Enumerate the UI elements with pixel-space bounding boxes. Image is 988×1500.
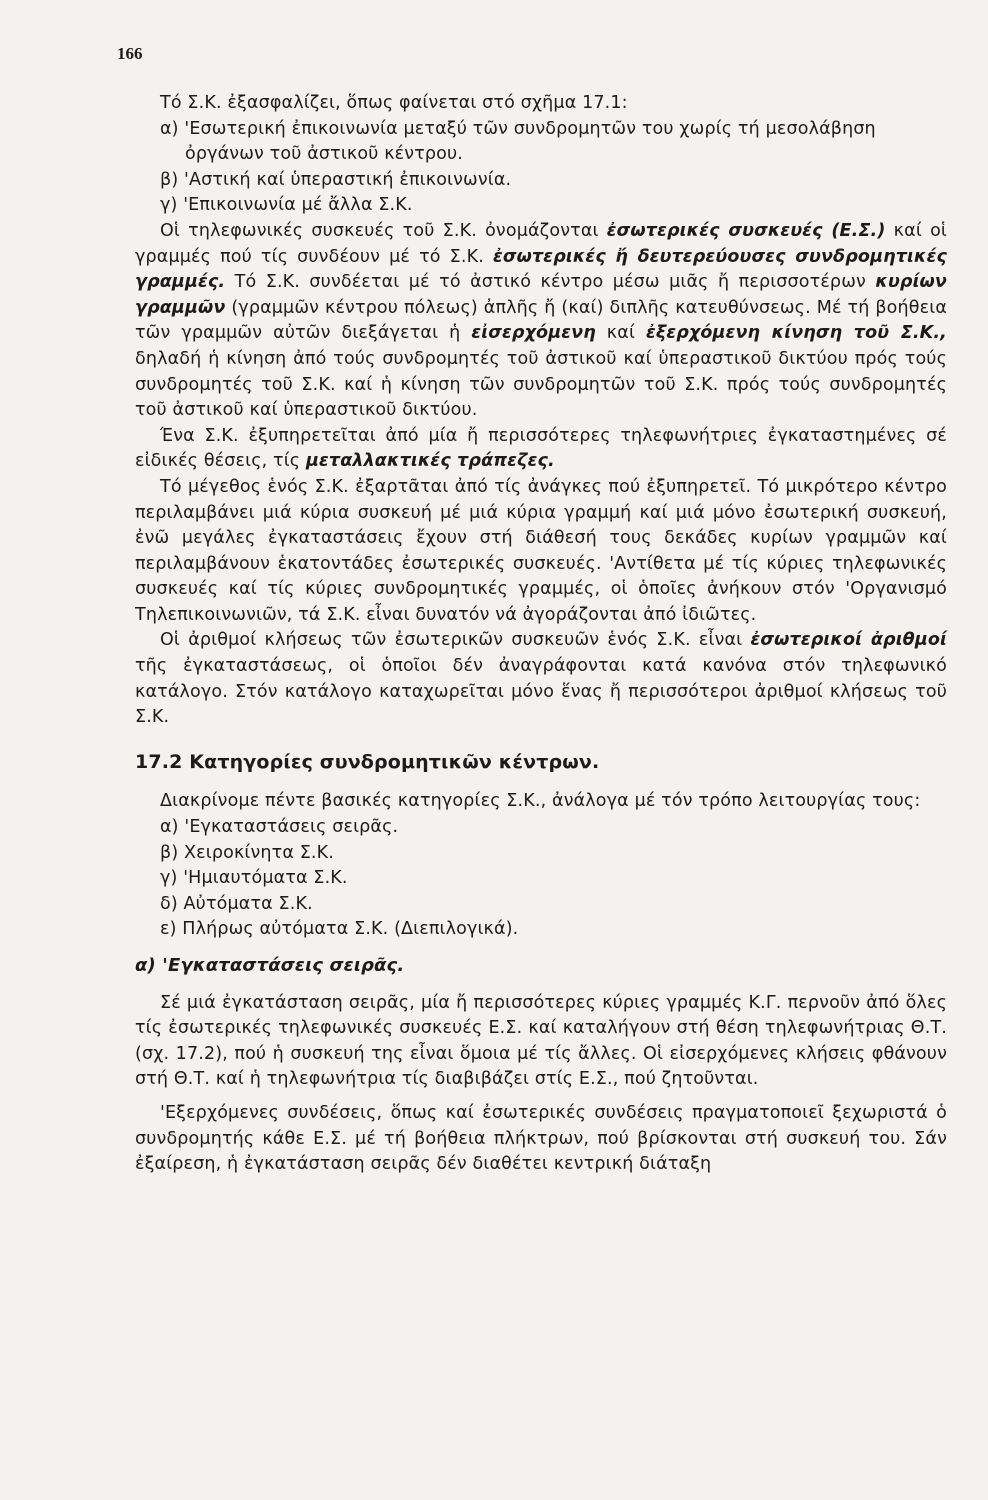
category-item-d: δ) Αὐτόματα Σ.Κ. bbox=[160, 893, 313, 914]
list-item-a-continued: ὀργάνων τοῦ ἀστικοῦ κέντρου. bbox=[185, 144, 463, 165]
list-item-c: γ) 'Επικοινωνία μέ ἄλλα Σ.Κ. bbox=[160, 195, 413, 216]
body-text bbox=[135, 91, 947, 1178]
list-item-a: α) 'Εσωτερική ἐπικοινωνία μεταξύ τῶν συνδρομητῶν του χωρίς τή μεσολάβηση bbox=[160, 118, 876, 139]
paragraph-size: Τό μέγεθος ἑνός Σ.Κ. ἐξαρτᾶται ἀπό τίς ἀνάγκες πού ἐξυπηρετεῖ. Τό μικρότερο κέντρο περιλαμβάνει μιά κύρια συσκευή μέ μιά κύρια γραμμή καί μιά μόνο ἐσωτερική συσκευή, ἐνῶ μεγάλες ἐγκαταστάσεις ἔχουν στή διάθεσή τους δεκάδες κυρίων γραμμῶν καί περιλαμβάνουν ἑκατοντάδες ἐσωτερικές συσκευές. 'Αντίθετα μέ τίς κύριες τηλεφωνικές συσκευές καί τίς κύριες συνδρομητικές γραμμές, οἱ ὁποῖες ἀνήκουν στόν 'Οργανισμό Τηλεπικοινωνιῶν, τά Σ.Κ. εἶναι δυνατόν νά ἀγοράζονται ἀπό ἰδιῶτες. bbox=[135, 476, 947, 625]
term-main-lines: κυρίων γραμμῶν bbox=[135, 272, 947, 318]
term-internal-devices: ἐσωτερικές συσκευές (Ε.Σ.) bbox=[606, 220, 886, 241]
category-item-b: β) Χειροκίνητα Σ.Κ. bbox=[160, 842, 334, 863]
category-item-a: α) 'Εγκαταστάσεις σειρᾶς. bbox=[160, 817, 399, 838]
category-item-c: γ) 'Ημιαυτόματα Σ.Κ. bbox=[160, 868, 348, 889]
intro-text: Τό Σ.Κ. ἐξασφαλίζει, ὅπως φαίνεται στό σχῆμα 17.1: bbox=[160, 93, 628, 113]
paragraph-internal-devices: Οἱ τηλεφωνικές συσκευές τοῦ Σ.Κ. ὀνομάζονται ἐσωτερικές συσκευές (Ε.Σ.) καί οἱ γραμμές πού τίς συνδέουν μέ τό Σ.Κ. ἐσωτερικές ἤ δευτερεύουσες συνδρομητικές γραμμές. Τό Σ.Κ. συνδέεται μέ τό ἀστικό κέντρο μέσω μιᾶς ἤ περισσοτέρων κυρίων γραμμῶν (γραμμῶν κέντρου πόλεως) ἀπλῆς ἤ (καί) διπλῆς κατευθύνσεως. Μέ τή βοήθεια τῶν γραμμῶν αὐτῶν διεξάγεται ἡ εἰσερχόμενη καί ἐξερχόμενη κίνηση τοῦ Σ.Κ., δηλαδή ἡ κίνηση ἀπό τούς συνδρομητές τοῦ ἀστικοῦ καί ὑπεραστικοῦ δικτύου πρός τούς συνδρομητές τοῦ Σ.Κ. καί ἡ κίνηση τῶν συνδρομητῶν τοῦ Σ.Κ. πρός τούς συνδρομητές τοῦ ἀστικοῦ καί ὑπεραστικοῦ δικτύου. bbox=[135, 220, 948, 421]
paragraph-gap bbox=[135, 1093, 947, 1101]
paragraph-numbers: Οἱ ἀριθμοί κλήσεως τῶν ἐσωτερικῶν συσκευῶν ἑνός Σ.Κ. εἶναι ἐσωτερικοί ἀριθμοί τῆς ἐγκαταστάσεως, οἱ ὁποῖοι δέν ἀναγράφονται κατά κανόνα στόν τηλεφωνικό κατάλογο. Στόν κατάλογο καταχωρεῖται μόνο ἕνας ἤ περισσότεροι ἀριθμοί κλήσεως τοῦ Σ.Κ. bbox=[135, 630, 947, 728]
paragraph-outgoing-connections: 'Εξερχόμενες συνδέσεις, ὅπως καί ἐσωτερικές συνδέσεις πραγματοποιεῖ ξεχωριστά ὁ συνδρομητής κάθε Ε.Σ. μέ τή βοήθεια πλήκτρων, πού βρίσκονται στή συσκευή του. Σάν ἐξαίρεση, ἡ ἐγκατάσταση σειρᾶς δέν διαθέτει κεντρική διάταξη bbox=[135, 1102, 947, 1175]
paragraph-series-installation: Σέ μιά ἐγκατάσταση σειρᾶς, μία ἤ περισσότερες κύριες γραμμές Κ.Γ. περνοῦν ἀπό ὅλες τίς ἐσωτερικές τηλεφωνικές συσκευές Ε.Σ. καί καταλήγουν στή θέση τηλεφωνήτριας Θ.Τ. (σχ. 17.2), πού ἡ συσκευή της εἶναι ὅμοια μέ τίς ἄλλες. Οἱ εἰσερχόμενες κλήσεις φθάνουν στή Θ.Τ. καί ἡ τηλεφωνήτρια τίς διαβιβάζει στίς Ε.Σ., πού ζητοῦνται. bbox=[135, 992, 947, 1090]
list-item-b: β) 'Αστική καί ὑπεραστική ἐπικοινωνία. bbox=[160, 169, 512, 190]
section-heading: 17.2 Κατηγορίες συνδρομητικῶν κέντρων. bbox=[135, 750, 600, 773]
term-switchboards: μεταλλακτικές τράπεζες. bbox=[305, 451, 555, 472]
term-internal-numbers: ἐσωτερικοί ἀριθμοί bbox=[750, 630, 947, 651]
term-incoming: εἰσερχόμενη bbox=[471, 323, 596, 344]
category-item-e: ε) Πλήρως αὐτόματα Σ.Κ. (Διεπιλογικά). bbox=[160, 919, 519, 940]
term-outgoing: ἐξερχόμενη κίνηση τοῦ Σ.Κ., bbox=[646, 323, 947, 344]
subsection-heading: α) 'Εγκαταστάσεις σειρᾶς. bbox=[135, 955, 405, 976]
page-number: 166 bbox=[117, 44, 143, 63]
paragraph-operators: Ένα Σ.Κ. ἐξυπηρετεῖται ἀπό μία ἤ περισσότερες τηλεφωνήτριες ἐγκαταστημένες σέ εἰδικές θέσεις, τίς μεταλλακτικές τράπεζες. bbox=[135, 425, 947, 472]
term-internal-lines: ἐσωτερικές ἤ δευτερεύουσες συνδρομητικές γραμμές. bbox=[135, 246, 948, 293]
categories-intro: Διακρίνομε πέντε βασικές κατηγορίες Σ.Κ., ἀνάλογα μέ τόν τρόπο λειτουργίας τους: bbox=[160, 791, 921, 812]
